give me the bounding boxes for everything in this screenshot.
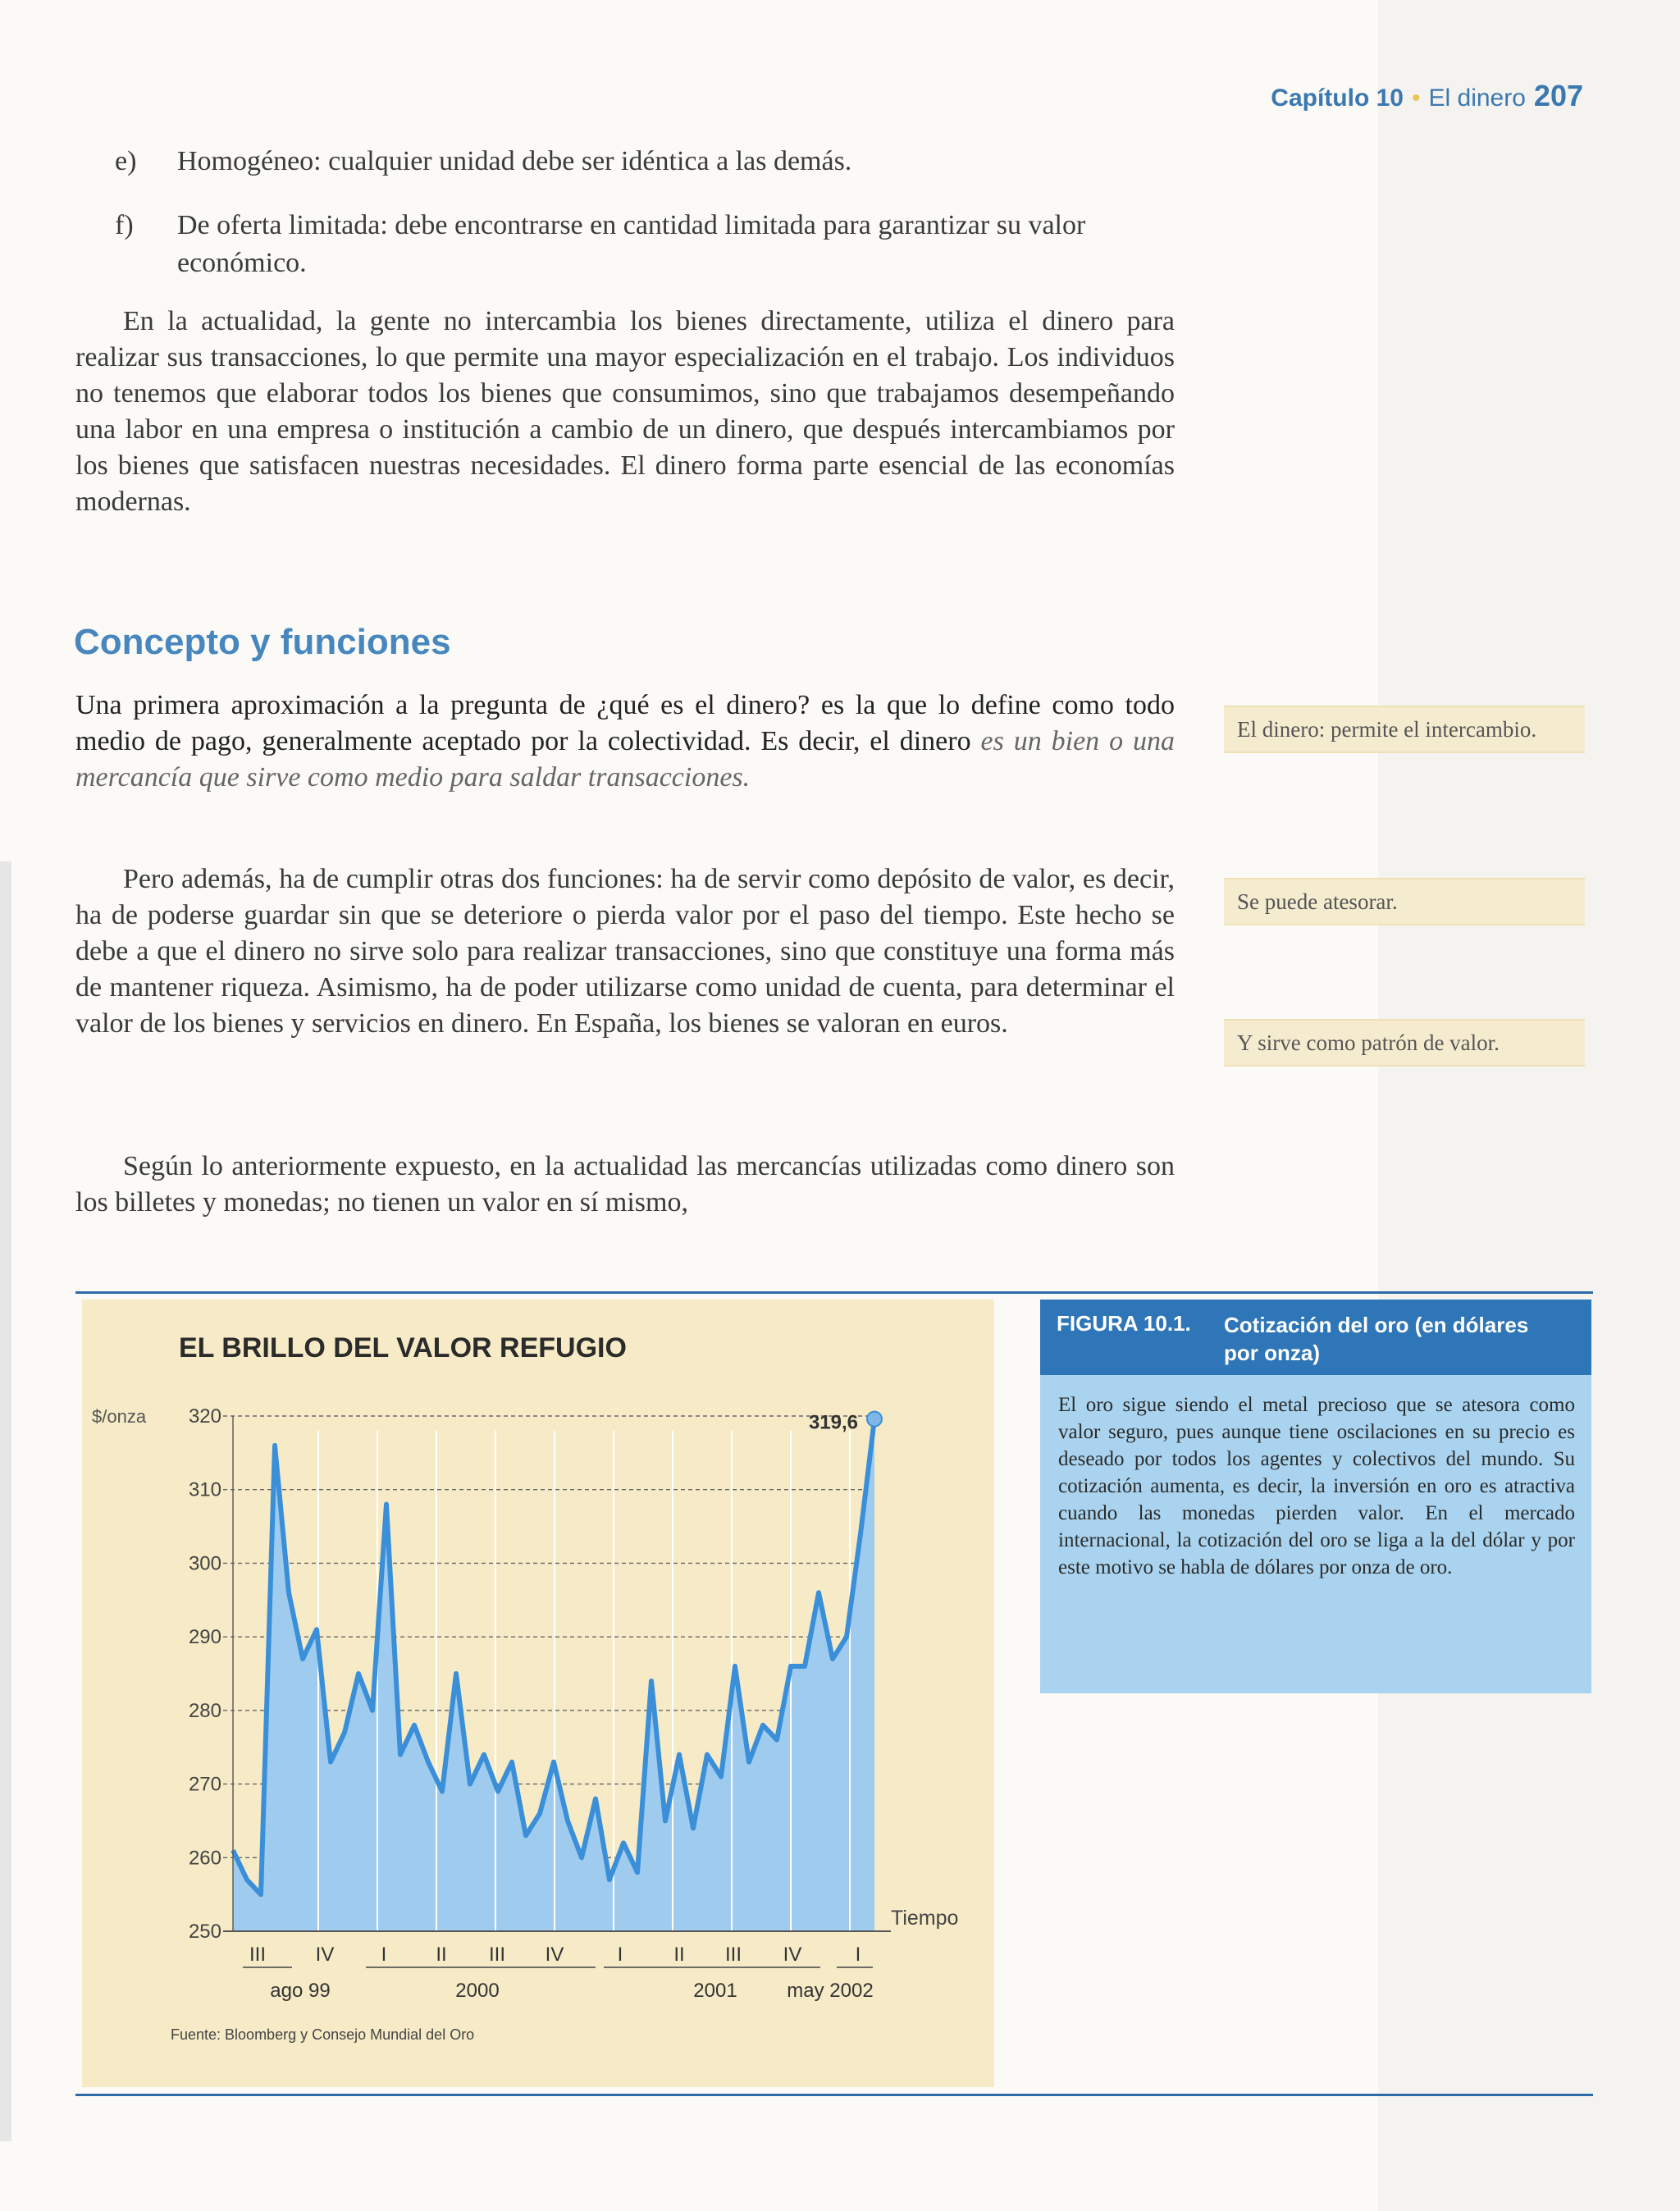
x-tick-label: III <box>249 1944 267 1966</box>
final-value-label: 319,6 <box>808 1411 858 1434</box>
chart-source: Fuente: Bloomberg y Consejo Mundial del Oro <box>171 2026 475 2043</box>
x-tick-label: IV <box>315 1944 335 1966</box>
margin-note: Y sirve como patrón de valor. <box>1224 1019 1585 1067</box>
definition-paragraph <box>75 688 1175 796</box>
y-tick-label: 300 <box>188 1552 221 1575</box>
margin-column <box>1378 0 1680 2211</box>
figure-caption-box <box>1040 1300 1591 1693</box>
page-edge <box>0 861 11 2141</box>
chart-title: EL BRILLO DEL VALOR REFUGIO <box>179 1332 627 1364</box>
chart-plot <box>82 1300 994 2087</box>
x-tick-label: I <box>855 1944 861 1966</box>
x-tick-label: II <box>436 1944 447 1966</box>
y-tick-label: 250 <box>188 1921 221 1943</box>
y-tick-label: 260 <box>188 1847 221 1870</box>
x-tick-label: III <box>488 1944 506 1966</box>
x-axis-title: Tiempo <box>891 1907 959 1930</box>
period-label: may 2002 <box>787 1980 874 2002</box>
figure-caption-title: Cotización del oro (en dólares por onza) <box>1224 1313 1529 1365</box>
period-label: ago 99 <box>270 1980 331 2002</box>
section-label: El dinero <box>1428 85 1526 112</box>
x-tick-label: III <box>724 1944 742 1966</box>
list-item <box>115 143 1173 180</box>
figure-bottom-rule <box>75 2094 1593 2096</box>
x-tick-label: I <box>381 1944 387 1966</box>
definition-italic: es un bien o una mercancía que sirve como medio para saldar transacciones. <box>75 726 1175 793</box>
y-tick-label: 280 <box>188 1699 221 1722</box>
list-marker: e) <box>115 146 137 176</box>
final-point-marker <box>867 1412 882 1427</box>
margin-note: El dinero: permite el intercambio. <box>1224 706 1585 753</box>
y-tick-label: 270 <box>188 1773 221 1796</box>
figure-caption-text: El oro sigue siendo el metal precioso que se atesora como valor seguro, pues aunque tiene oscilaciones en su precio es deseado por todos los agentes y colectivos del mundo. Su cotización aumenta, es decir, la inversión en oro es atractiva cuando las monedas pierden valor. En el mercado internacional, la cotización del oro se liga a la del dólar y por este motivo se habla de dólares por onza de oro. <box>1058 1394 1575 1578</box>
section-heading: Concepto y funciones <box>74 622 451 662</box>
x-tick-label: IV <box>783 1944 802 1966</box>
list-item-text: De oferta limitada: debe encontrarse en cantidad limitada para garantizar su valor económico. <box>177 210 1086 278</box>
y-axis-label: $/onza <box>92 1406 147 1427</box>
paragraph: Según lo anteriormente expuesto, en la actualidad las mercancías utilizadas como dinero son los billetes y monedas; no tienen un valor en sí mismo, <box>75 1151 1175 1217</box>
y-tick-label: 320 <box>188 1405 221 1428</box>
period-label: 2000 <box>455 1980 500 2002</box>
page-number: 207 <box>1533 79 1583 112</box>
list-item-text: Homogéneo: cualquier unidad debe ser idéntica a las demás. <box>177 146 852 176</box>
x-tick-label: II <box>673 1944 685 1966</box>
paragraph: Pero además, ha de cumplir otras dos funciones: ha de servir como depósito de valor, es decir, ha de poderse guardar sin que se deteriore o pierda valor por el paso del tiempo. Este hecho se debe a que el dinero no sirve solo para realizar transacciones, sino que constituye una forma más de mantener riqueza. Asimismo, ha de poder utilizarse como unidad de cuenta, para determinar el valor de los bienes y servicios en dinero. En España, los bienes se valoran en euros. <box>75 864 1175 1039</box>
period-label: 2001 <box>693 1980 737 2002</box>
figure-label: FIGURA 10.1. <box>1057 1311 1191 1336</box>
x-tick-label: IV <box>545 1944 564 1966</box>
definition-lead: Una primera aproximación a la pregunta de ¿qué es el dinero? es la que lo define como todo medio de pago, generalmente aceptado por la colectividad. Es decir, el dinero <box>75 690 1175 756</box>
chapter-label: Capítulo 10 <box>1271 85 1404 112</box>
list-item <box>115 207 1173 282</box>
list-marker: f) <box>115 210 134 240</box>
running-head <box>1230 79 1583 113</box>
gold-price-chart <box>82 1300 994 2087</box>
paragraph: En la actualidad, la gente no intercambia los bienes directamente, utiliza el dinero para realizar sus transacciones, lo que permite una mayor especialización en el trabajo. Los individuos no tenemos que elaborar todos los bienes que consumimos, sino que trabajamos desempeñando una labor en una empresa o institución a cambio de un dinero, que después intercambiamos por los bienes que satisfacen nuestras necesidades. El dinero forma parte esencial de las economías modernas. <box>75 306 1175 517</box>
margin-note: Se puede atesorar. <box>1224 878 1585 925</box>
y-tick-label: 290 <box>188 1626 221 1649</box>
separator-dot-icon: • <box>1412 85 1421 112</box>
y-tick-label: 310 <box>188 1478 221 1501</box>
x-tick-label: I <box>617 1944 623 1966</box>
figure-caption-header <box>1040 1300 1591 1375</box>
figure-top-rule <box>75 1291 1593 1294</box>
